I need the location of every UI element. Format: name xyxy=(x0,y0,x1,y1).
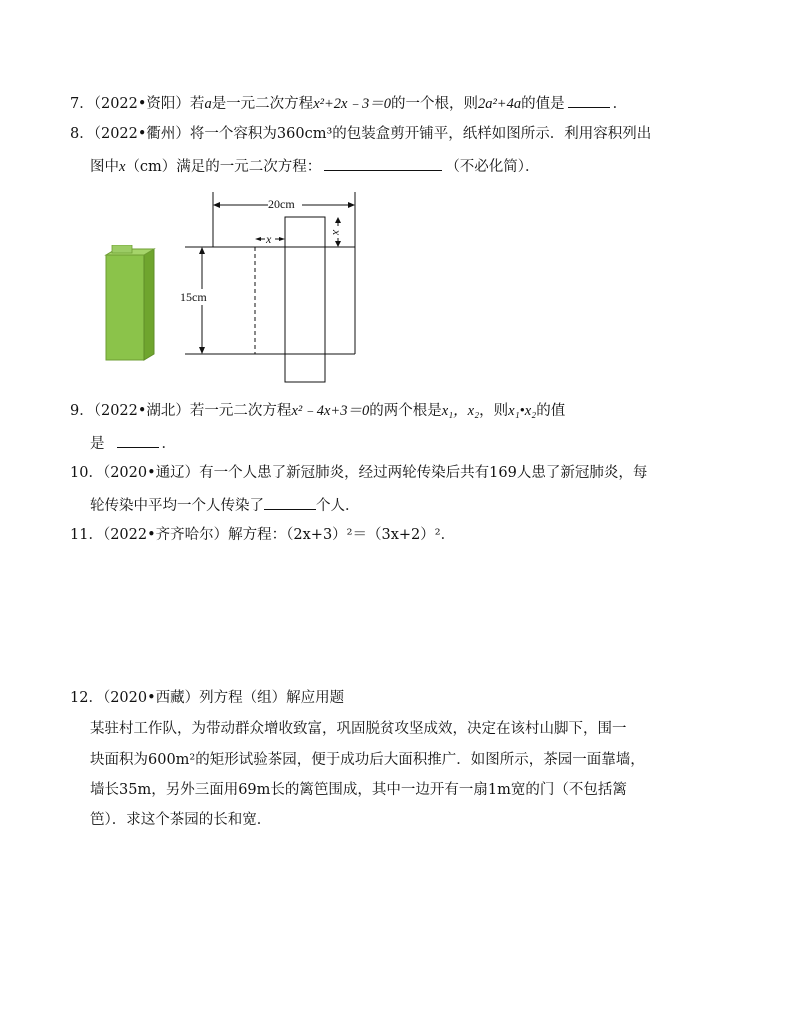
q8-line2-c: （不必化简）． xyxy=(445,159,540,175)
q12-line2: 某驻村工作队，为带动群众增收致富，巩固脱贫攻坚成效，决定在该村山脚下，围一 xyxy=(90,721,627,737)
q9-answer-blank[interactable] xyxy=(117,432,159,448)
q8-answer-blank[interactable] xyxy=(324,155,442,171)
q12-line3: 块面积为600m²的矩形试验茶园，便于成功后大面积推广．如图所示，茶园一面靠墙， xyxy=(90,752,645,768)
q10-line2-b: 个人． xyxy=(316,498,360,514)
q7-text1: 是一元二次方程 xyxy=(211,96,314,112)
question-12-line5 xyxy=(90,810,271,830)
question-8-line1 xyxy=(70,124,651,144)
net-x-horizontal-label: x xyxy=(266,232,272,246)
net-height-label: 15cm xyxy=(180,290,207,304)
question-12-line1 xyxy=(70,688,344,708)
question-9-line2 xyxy=(90,432,176,454)
package-box-image xyxy=(102,245,162,365)
q8-line2-b: （cm）满足的一元二次方程： xyxy=(125,159,322,175)
q7-var: a xyxy=(204,96,212,112)
q12-line4: 墙长35m，另外三面用69m长的篱笆围成，其中一边开有一扇1m宽的门（不包括篱 xyxy=(90,782,627,798)
question-12-line3 xyxy=(90,750,645,770)
q7-text2: 的一个根，则 xyxy=(390,96,478,112)
q7-equation: x²+2x﹣3＝0 xyxy=(313,96,391,112)
q9-line1-b: 的两个根是 xyxy=(369,403,442,419)
q9-line1-d: 的值 xyxy=(536,403,566,419)
q8-var-x: x xyxy=(119,159,126,175)
q9-roots: x₁，x₂ xyxy=(441,403,480,419)
question-10-line1 xyxy=(70,463,647,483)
q8-line1: 8．（2022•衢州）将一个容积为360cm³的包装盒剪开铺平，纸样如图所示．利用容积列出 xyxy=(70,126,652,142)
question-11 xyxy=(70,525,455,545)
q7-answer-blank[interactable] xyxy=(568,92,610,108)
q9-line2-a: 是 xyxy=(90,436,105,452)
q10-line1: 10．（2020•通辽）有一个人患了新冠肺炎，经过两轮传染后共有169人患了新冠肺炎，每 xyxy=(70,465,648,481)
q7-expression: 2a²+4a xyxy=(477,96,522,112)
q9-product: x₁•x₂ xyxy=(508,403,537,419)
q9-equation: x²﹣4x+3＝0 xyxy=(291,403,370,419)
q7-end: ． xyxy=(612,96,628,112)
question-10-line2 xyxy=(90,494,360,516)
net-x-vertical-label: x xyxy=(330,229,345,236)
q8-line2-a: 图中 xyxy=(90,159,119,175)
q9-line1-c: ，则 xyxy=(479,403,509,419)
question-12-line4 xyxy=(90,780,627,800)
question-7 xyxy=(70,92,627,114)
q12-line1: 12．（2020•西藏）列方程（组）解应用题 xyxy=(70,690,345,706)
net-width-label: 20cm xyxy=(268,197,295,211)
q7-text3: 的值是 xyxy=(521,96,565,112)
q10-answer-blank[interactable] xyxy=(264,494,316,510)
q12-line5: 笆）．求这个茶园的长和宽． xyxy=(90,812,272,828)
q7-prefix: 7．（2022•资阳）若 xyxy=(70,96,205,112)
question-9-line1 xyxy=(70,401,565,421)
q9-line1-a: 9．（2022•湖北）若一元二次方程 xyxy=(70,403,292,419)
q11-line1: 11．（2022•齐齐哈尔）解方程：（2x+3）²＝（3x+2）²． xyxy=(70,527,456,543)
net-diagram xyxy=(180,185,370,385)
question-12-line2 xyxy=(90,719,627,739)
q10-line2-a: 轮传染中平均一个人传染了 xyxy=(90,498,264,514)
q9-line2-end: ． xyxy=(161,436,176,452)
question-8-line2 xyxy=(90,155,540,177)
